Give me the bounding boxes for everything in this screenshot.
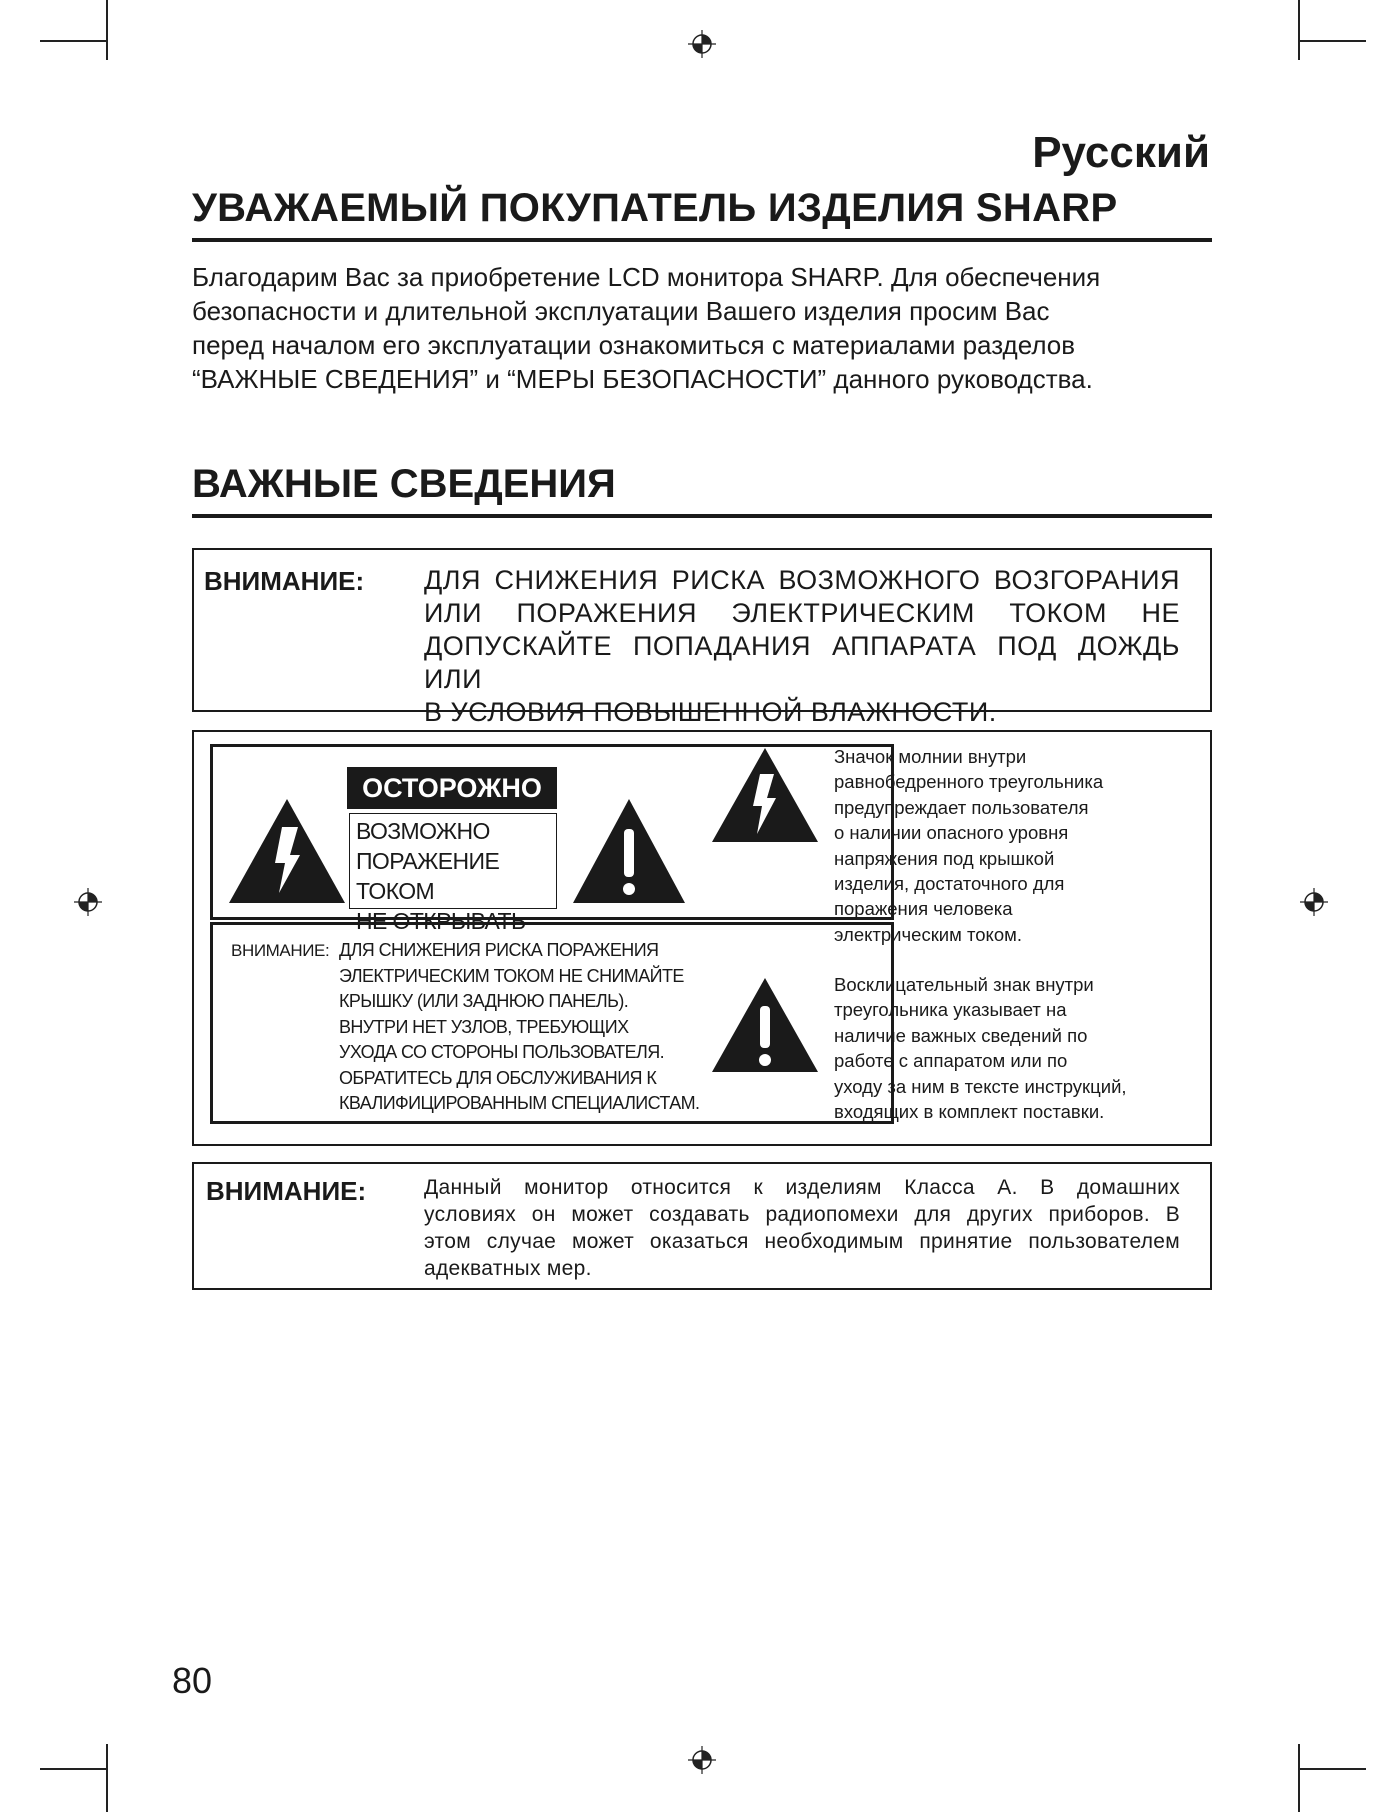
intro-paragraph — [192, 260, 1202, 396]
lightning-line: напряжения под крышкой — [834, 847, 1055, 869]
warning-line: ДЛЯ СНИЖЕНИЯ РИСКА ВОЗМОЖНОГО ВОЗГОРАНИЯ — [424, 565, 1180, 595]
lightning-symbol-icon — [710, 746, 820, 844]
registration-mark-bottom — [688, 1746, 716, 1774]
registration-mark-top — [688, 30, 716, 58]
exclamation-explanation — [834, 972, 1127, 1124]
lightning-explanation — [834, 744, 1103, 947]
page-number: 80 — [172, 1660, 213, 1701]
attention-text — [339, 938, 699, 1117]
attention-line: ВНУТРИ НЕТ УЗЛОВ, ТРЕБУЮЩИХ — [339, 1016, 629, 1037]
class-a-notice-box — [192, 1162, 1212, 1290]
class-a-label: ВНИМАНИЕ: — [206, 1176, 367, 1206]
lightning-line: предупреждает пользователя — [834, 796, 1089, 818]
caution-header: ОСТОРОЖНО — [347, 767, 557, 809]
lightning-line: о наличии опасного уровня — [834, 822, 1069, 844]
class-a-line: условиях он может создавать радиопомехи для других приборов. В — [424, 1203, 1180, 1226]
section-rule — [192, 514, 1212, 518]
attention-line: КРЫШКУ (ИЛИ ЗАДНЮЮ ПАНЕЛЬ). — [339, 991, 629, 1011]
warning-box — [192, 548, 1212, 727]
exclamation-symbol-icon — [710, 976, 820, 1074]
warning-line: В УСЛОВИЯ ПОВЫШЕННОЙ ВЛАЖНОСТИ. — [424, 697, 997, 727]
intro-line: Благодарим Вас за приобретение LCD монитора SHARP. Для обеспечения — [192, 262, 1101, 292]
caution-body — [349, 813, 557, 934]
lightning-line: электрическим током. — [834, 923, 1022, 945]
warning-text — [424, 564, 1180, 729]
lightning-line: поражения человека — [834, 898, 1013, 920]
warning-label: ВНИМАНИЕ: — [204, 566, 365, 596]
exclamation-line: Восклицательный знак внутри — [834, 974, 1094, 995]
lightning-warning-icon — [227, 797, 347, 905]
warning-line: ДОПУСКАЙТЕ ПОПАДАНИЯ АППАРАТА ПОД ДОЖДЬ ИЛИ — [424, 631, 1180, 694]
caution-symbols-box — [192, 730, 1212, 1146]
section-title: ВАЖНЫЕ СВЕДЕНИЯ — [192, 462, 616, 506]
class-a-line: адекватных мер. — [424, 1257, 592, 1280]
registration-mark-right — [1300, 888, 1328, 916]
title-rule — [192, 238, 1212, 242]
exclamation-line: входящих в комплект поставки. — [834, 1101, 1105, 1123]
registration-mark-left — [74, 888, 102, 916]
warning-line: ИЛИ ПОРАЖЕНИЯ ЭЛЕКТРИЧЕСКИМ ТОКОМ НЕ — [424, 598, 1180, 628]
caution-line: ПОРАЖЕНИЕ ТОКОМ — [356, 848, 500, 904]
page-title: УВАЖАЕМЫЙ ПОКУПАТЕЛЬ ИЗДЕЛИЯ SHARP — [192, 186, 1118, 230]
language-label: Русский — [1032, 128, 1210, 177]
intro-line: перед началом его эксплуатации ознакомиться с материалами разделов — [192, 330, 1076, 360]
attention-label: ВНИМАНИЕ: — [231, 941, 330, 960]
lightning-line: Значок молнии внутри — [834, 746, 1027, 767]
lightning-line: изделия, достаточного для — [834, 873, 1065, 895]
lightning-line: равнобедренного треугольника — [834, 771, 1104, 793]
attention-line: ДЛЯ СНИЖЕНИЯ РИСКА ПОРАЖЕНИЯ — [339, 940, 659, 960]
class-a-line: этом случае может оказаться необходимым принятие пользователем — [424, 1230, 1180, 1253]
attention-line: КВАЛИФИЦИРОВАННЫМ СПЕЦИАЛИСТАМ. — [339, 1093, 700, 1113]
class-a-text — [424, 1174, 1180, 1282]
intro-line: “ВАЖНЫЕ СВЕДЕНИЯ” и “МЕРЫ БЕЗОПАСНОСТИ” данного руководства. — [192, 364, 1093, 394]
exclamation-warning-icon — [571, 797, 687, 905]
caution-line: НЕ ОТКРЫВАТЬ — [356, 908, 526, 934]
exclamation-line: треугольника указывает на — [834, 999, 1067, 1021]
exclamation-line: работе с аппаратом или по — [834, 1050, 1068, 1072]
intro-line: безопасности и длительной эксплуатации Вашего изделия просим Вас — [192, 296, 1050, 326]
exclamation-line: уходу за ним в тексте инструкций, — [834, 1075, 1127, 1097]
exclamation-line: наличие важных сведений по — [834, 1024, 1088, 1046]
caution-line: ВОЗМОЖНО — [356, 818, 490, 844]
attention-line: УХОДА СО СТОРОНЫ ПОЛЬЗОВАТЕЛЯ. — [339, 1042, 665, 1062]
class-a-line: Данный монитор относится к изделиям Класса А. В домашних — [424, 1176, 1180, 1199]
attention-line: ЭЛЕКТРИЧЕСКИМ ТОКОМ НЕ СНИМАЙТЕ — [339, 965, 684, 986]
attention-line: ОБРАТИТЕСЬ ДЛЯ ОБСЛУЖИВАНИЯ К — [339, 1067, 657, 1088]
